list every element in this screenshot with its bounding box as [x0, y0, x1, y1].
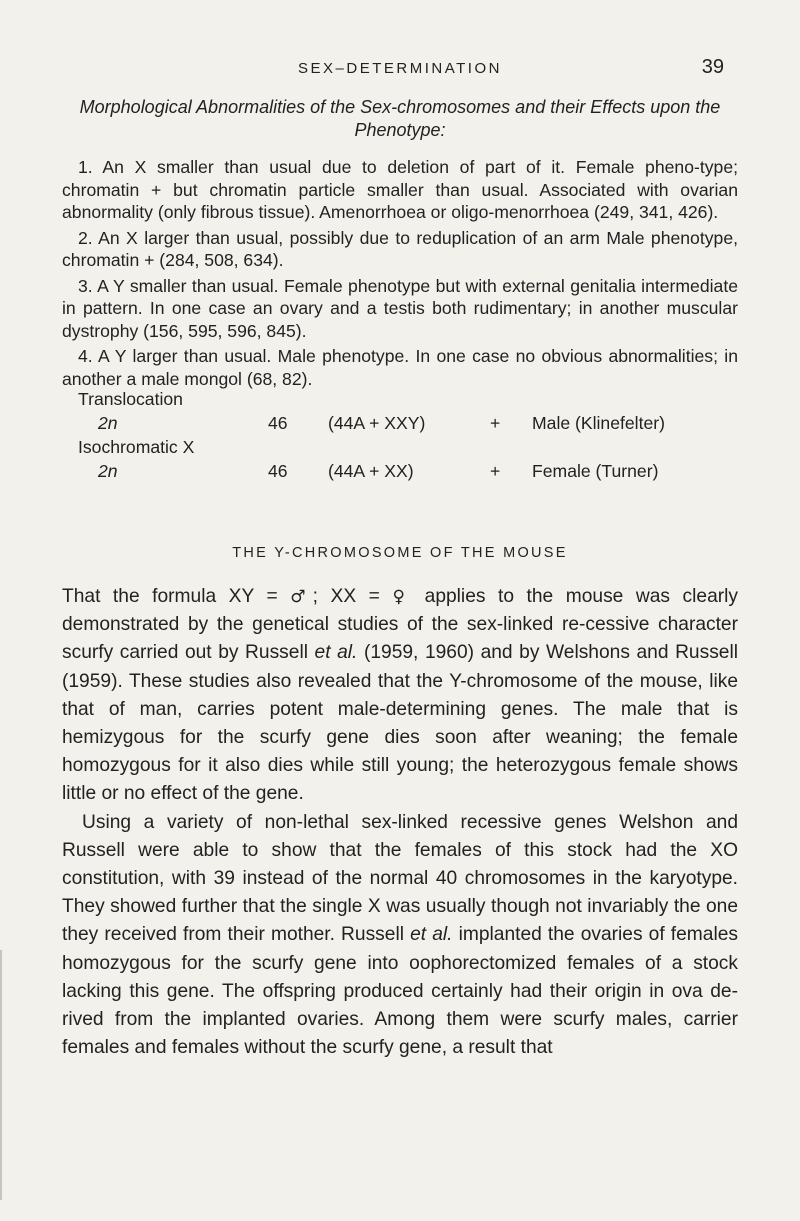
list-item: 2. An X larger than usual, possibly due to reduplication of an arm Male phenotype, chromatin + (284, 508, 634).	[62, 227, 738, 270]
text-run: (1959, 1960) and by Welshons and Russell (1959). These studies also revealed that the Y-chromosome of the mouse, like that of man, carries potent male-determining genes. The male that is hemizygous for the scurfy gene dies soon after weaning; the female homozygous for it also dies while still young; the heterozygous female shows little or no effect of the gene.	[62, 642, 738, 805]
text-run: applies to the mouse was clearly demonstrated by the genetical studies of the sex-linked re-cessive character scurfy carried out by Russell	[62, 586, 739, 664]
female-symbol-icon: ♀	[392, 587, 413, 607]
phenotype: Male (Klinefelter)	[532, 413, 665, 433]
chromatin-status: +	[490, 461, 501, 481]
list-item: 3. A Y smaller than usual. Female phenotype but with external genitalia intermediate in pattern. In one case an ovary and a testis both rudimentary; in another muscular dystrophy (156, 595, 596, 845).	[62, 275, 738, 341]
text-run: implanted the ovaries of females homozygous for the scurfy gene into oophorectomized females of a stock lacking this gene. The offspring produced certainly had their origin in ova de-rived from the implanted ovaries. Among them were scurfy males, carrier females and females without the scurfy gene, a result that	[62, 924, 738, 1059]
karyotype-label: Isochromatic X	[78, 437, 195, 457]
running-head: SEX–DETERMINATION	[298, 60, 502, 77]
text-run: That the formula XY =	[62, 586, 291, 607]
et-al: et al.	[314, 642, 358, 664]
et-al: et al.	[410, 924, 453, 946]
ploidy: 2n	[98, 461, 118, 481]
karyotype-table	[62, 387, 742, 483]
page-crease	[0, 950, 2, 1200]
paragraph	[62, 809, 738, 1063]
karyotype-label: Translocation	[78, 389, 183, 409]
page-header	[0, 56, 800, 82]
karyotype-row	[62, 411, 742, 435]
section-subheading: THE Y-CHROMOSOME OF THE MOUSE	[232, 545, 568, 561]
karyotype-formula: (44A + XXY)	[328, 413, 426, 433]
chromosome-count: 46	[268, 413, 288, 433]
ploidy: 2n	[98, 413, 118, 433]
phenotype: Female (Turner)	[532, 461, 659, 481]
list-item: 4. A Y larger than usual. Male phenotype. In one case no obvious abnormalities; in another a male mongol (68, 82).	[62, 346, 738, 389]
chromatin-status: +	[490, 413, 501, 433]
karyotype-row	[62, 459, 742, 483]
chromosome-count: 46	[268, 461, 288, 481]
karyotype-formula: (44A + XX)	[328, 461, 414, 481]
list-item: 1. An X smaller than usual due to deletion of part of it. Female pheno-type; chromatin + but chromatin particle smaller than usual. Associated with ovarian abnormality (only fibrous tissue). Amenorrhoea or oligo-menorrhoea (249, 341, 426).	[62, 157, 738, 222]
paragraph	[62, 583, 738, 809]
male-symbol-icon: ♂	[290, 587, 313, 607]
section-title: Morphological Abnormalities of the Sex-chromosomes and their Effects upon the Phenotype:	[79, 97, 721, 140]
text-run: Using a variety of non-lethal sex-linked recessive genes Welshon and Russell were able to show that the females of this stock had the XO constitution, with 39 instead of the normal 40 chromosomes in the karyotype. They showed further that the single X was usually though not invariably the one they received from their mother. Russell	[62, 811, 738, 946]
text-run: ; XX =	[312, 586, 393, 607]
page-number: 39	[701, 56, 724, 78]
body-text	[62, 583, 738, 1062]
abnormalities-list	[62, 156, 738, 393]
